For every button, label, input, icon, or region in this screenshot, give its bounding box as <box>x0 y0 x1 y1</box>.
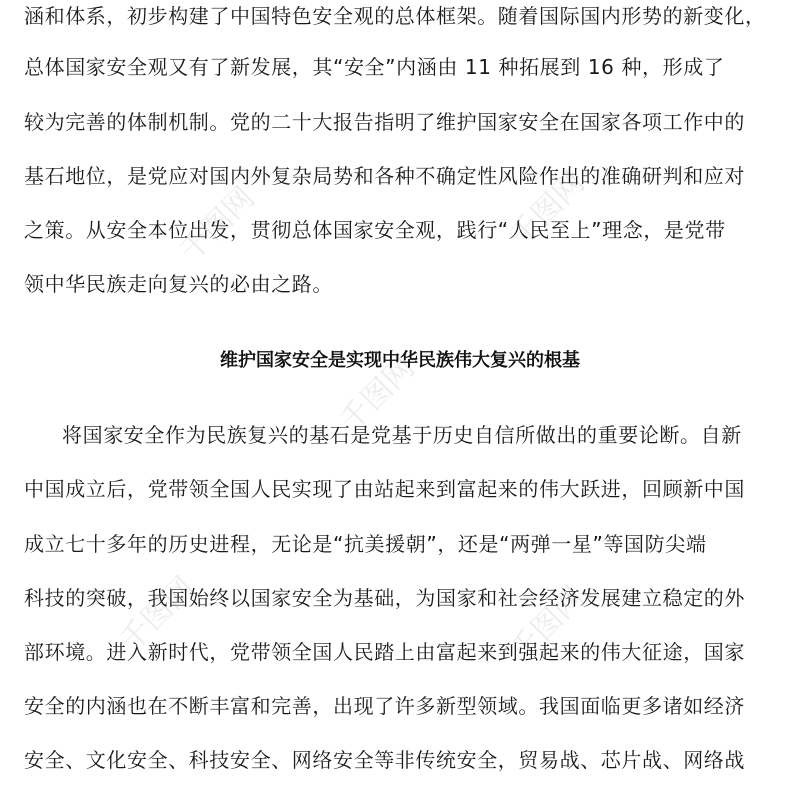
text-line: 之策。从安全本位出发，贯彻总体国家安全观，践行“人民至上”理念，是党带 <box>24 218 726 242</box>
text-line: 总体国家安全观又有了新发展，其“安全”内涵由 11 种拓展到 16 种，形成了 <box>24 55 725 79</box>
text-line: 涵和体系，初步构建了中国特色安全观的总体框架。随着国际国内形势的新变化， <box>24 4 766 28</box>
watermark: 千图网 <box>503 165 592 254</box>
text-line: 安全、文化安全、科技安全、网络安全等非传统安全，贸易战、芯片战、网络战 <box>24 748 745 772</box>
text-line: 基石地位，是党应对国内外复杂局势和各种不确定性风险作出的准确研判和应对 <box>24 164 745 188</box>
text-line: 将国家安全作为民族复兴的基石是党基于历史自信所做出的重要论断。自新 <box>62 423 742 447</box>
text-line: 安全的内涵也在不断丰富和完善，出现了许多新型领域。我国面临更多诸如经济 <box>24 694 745 718</box>
watermark: 千图网 <box>333 350 422 439</box>
text-line: 中国成立后，党带领全国人民实现了由站起来到富起来的伟大跃进，回顾新中国 <box>24 477 745 501</box>
watermark: 千图网 <box>503 580 592 669</box>
watermark: 千图网 <box>113 570 202 659</box>
text-line: 部环境。进入新时代，党带领全国人民踏上由富起来到强起来的伟大征途，国家 <box>24 640 745 664</box>
text-line: 成立七十多年的历史进程，无论是“抗美援朝”，还是“两弹一星”等国防尖端 <box>24 532 707 556</box>
section-heading: 维护国家安全是实现中华民族伟大复兴的根基 <box>220 350 580 371</box>
text-line: 科技的突破，我国始终以国家安全为基础，为国家和社会经济发展建立稳定的外 <box>24 586 745 610</box>
text-line: 领中华民族走向复兴的必由之路。 <box>24 272 333 296</box>
watermark: 千图网 <box>173 180 262 269</box>
text-line: 较为完善的体制机制。党的二十大报告指明了维护国家安全在国家各项工作中的 <box>24 110 745 134</box>
